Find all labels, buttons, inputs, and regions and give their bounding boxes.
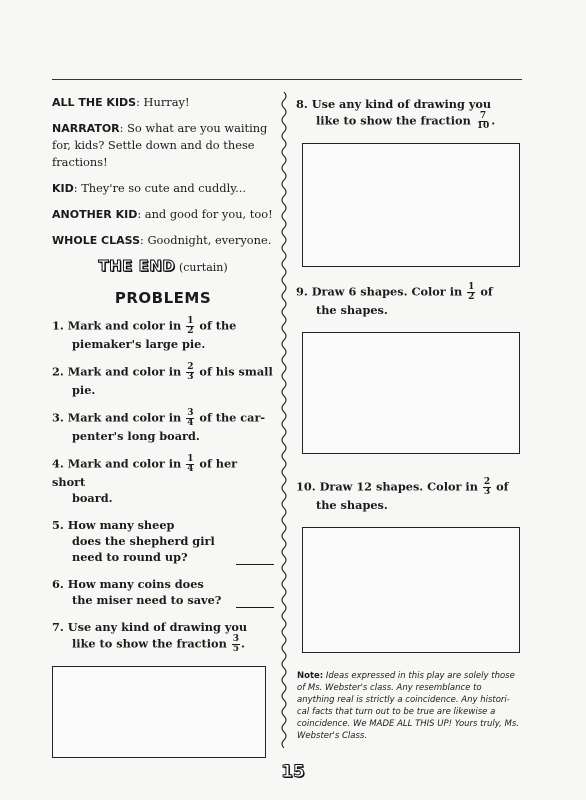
fraction-numerator: 3 (232, 634, 240, 644)
note (297, 670, 519, 742)
page-number: 15 (281, 762, 305, 782)
fraction-denominator: 2 (468, 292, 475, 302)
fraction-denominator: 2 (187, 326, 194, 336)
problem-text: of (480, 284, 493, 299)
problem-10 (296, 478, 526, 513)
problem-text-line2: penter's long board. (72, 429, 200, 443)
problem-text: 4. Mark and color in (52, 456, 182, 471)
problem-7 (52, 619, 274, 654)
fraction (467, 283, 475, 302)
drawing-box-problem-10[interactable] (302, 527, 520, 653)
fraction-denominator: 3 (483, 487, 491, 497)
fraction-numerator: 1 (468, 282, 475, 292)
fraction (186, 317, 194, 336)
problem-text: 7. Use any kind of drawing you (52, 620, 248, 634)
fraction-numerator: 7 (479, 111, 487, 121)
fraction-numerator: 2 (483, 477, 491, 487)
problem-2 (52, 363, 274, 398)
the-end (52, 258, 274, 276)
dialogue-text: : and good for you, too! (137, 207, 273, 221)
drawing-box-problem-9[interactable] (302, 332, 520, 454)
fraction-denominator: 4 (187, 418, 194, 428)
problem-text: 6. How many coins does (52, 577, 204, 591)
dialogue-line (52, 180, 274, 197)
drawing-box-problem-8[interactable] (302, 143, 520, 267)
problem-text-line2 (52, 635, 274, 654)
problem-text-line2: piemaker's large pie. (72, 337, 206, 351)
problem-4 (52, 455, 274, 506)
dialogue-line (52, 206, 274, 223)
fraction (186, 409, 194, 428)
problem-text: of her short (52, 456, 238, 489)
problem-text: 9. Draw 6 shapes. Color in (296, 284, 463, 299)
curtain-note: (curtain) (178, 261, 228, 274)
problem-text: of the (199, 318, 237, 333)
fraction (186, 363, 194, 382)
problem-text-line2 (296, 112, 526, 131)
problem-8 (296, 96, 526, 131)
right-column (296, 96, 526, 653)
dialogue-text: : Goodnight, everyone. (140, 233, 272, 247)
note-label: Note: (297, 671, 324, 681)
answer-blank[interactable] (236, 607, 274, 608)
speaker-name: NARRATOR (52, 122, 120, 135)
fraction-numerator: 3 (187, 408, 194, 418)
speaker-name: ALL THE KIDS (52, 96, 137, 109)
period: . (491, 113, 496, 128)
answer-row (52, 592, 274, 608)
note-text: Ideas expressed in this play are solely those of Ms. Webster's class. Any resemblance to anything real is strictly a coincidence. Any historical facts that turn out to be true are likewise a coincidence. We MADE ALL THIS UP! Yours truly, Ms. Webster's Class. (297, 671, 519, 741)
dialogue-text: : So what are you waiting for, kids? Settle down and do these fractions! (52, 121, 268, 169)
answer-row (52, 549, 274, 565)
speaker-name: ANOTHER KID (52, 208, 138, 221)
left-column (52, 94, 274, 758)
fraction-numerator: 1 (187, 316, 194, 326)
speaker-name: WHOLE CLASS (52, 234, 140, 247)
fraction-numerator: 1 (187, 454, 194, 464)
problem-3 (52, 409, 274, 444)
problem-text: 3. Mark and color in (52, 410, 182, 425)
answer-blank[interactable] (236, 564, 274, 565)
fraction-denominator: 10 (476, 121, 490, 131)
fraction (186, 455, 194, 474)
fraction-denominator: 3 (187, 372, 194, 382)
period: . (241, 636, 245, 651)
problem-text-line2: the miser need to save? (72, 593, 222, 607)
dialogue-text: : Hurray! (136, 95, 190, 109)
problem-text-line2: does the shepherd girl (72, 534, 215, 548)
dialogue-line (52, 120, 274, 171)
problem-text-line2: the shapes. (316, 303, 388, 317)
problem-text-line3: need to round up? (72, 550, 188, 564)
drawing-box-problem-7[interactable] (52, 666, 266, 758)
wavy-divider (278, 92, 290, 748)
problem-1 (52, 317, 274, 352)
problems-heading: PROBLEMS (114, 289, 212, 307)
problem-text: of the car- (199, 410, 266, 425)
dialogue-line (52, 94, 274, 111)
fraction-denominator: 5 (232, 644, 240, 654)
fraction-numerator: 2 (187, 362, 194, 372)
dialogue-text: : They're so cute and cuddly... (73, 181, 246, 195)
problem-text: like to show the fraction (316, 113, 471, 128)
problem-text-line2: the shapes. (316, 498, 388, 512)
problem-text: of his small (199, 364, 273, 379)
problem-text: like to show the fraction (72, 636, 227, 651)
the-end-title: THE END (98, 257, 176, 275)
fraction (476, 112, 491, 131)
top-rule (52, 79, 522, 80)
fraction (232, 635, 240, 654)
problem-text: 8. Use any kind of drawing you (296, 97, 492, 111)
problem-text: 5. How many sheep (52, 518, 175, 532)
problem-5 (52, 517, 274, 565)
problem-text: 2. Mark and color in (52, 364, 182, 379)
problem-text-line2: pie. (72, 383, 96, 397)
problem-9 (296, 283, 526, 318)
speaker-name: KID (52, 182, 74, 195)
fraction (483, 478, 491, 497)
problem-text: 10. Draw 12 shapes. Color in (296, 479, 478, 494)
problem-text: 1. Mark and color in (52, 318, 182, 333)
fraction-denominator: 4 (187, 464, 194, 474)
dialogue-line (52, 232, 274, 249)
problem-text: of (496, 479, 509, 494)
problem-text-line2: board. (72, 491, 113, 505)
problem-6 (52, 576, 274, 608)
